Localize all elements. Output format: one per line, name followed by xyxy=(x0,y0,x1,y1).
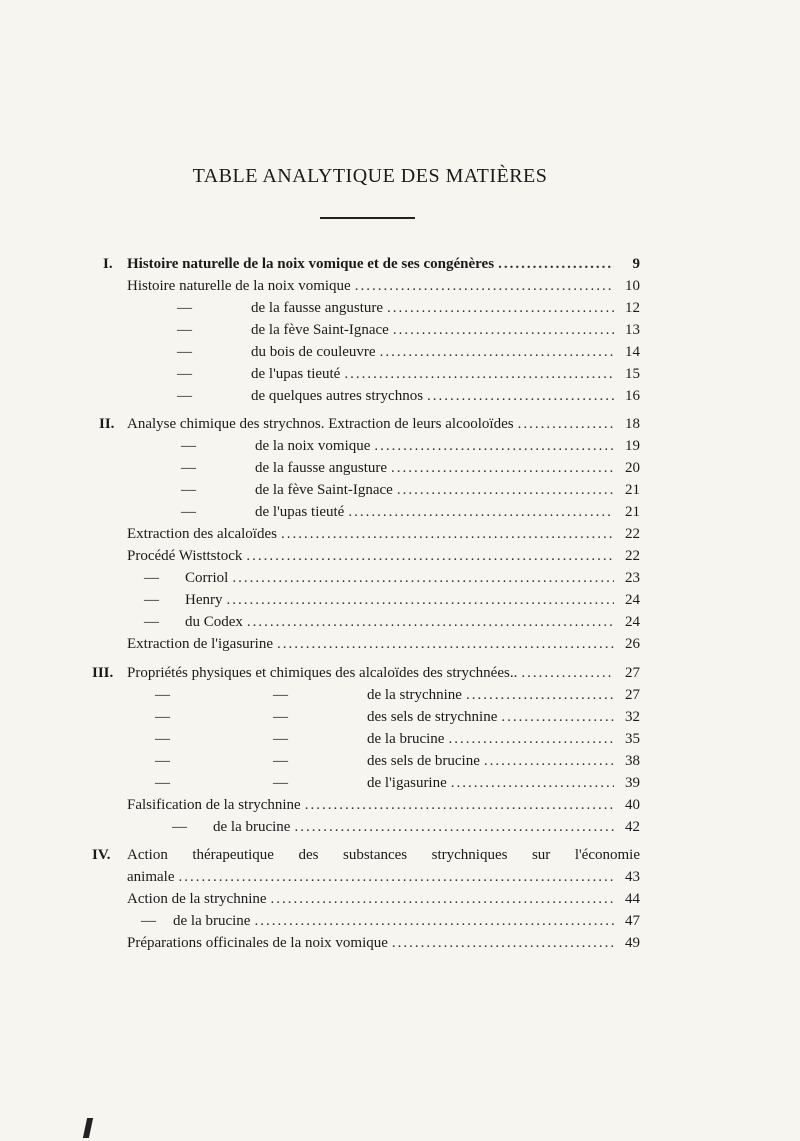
toc-page-number: 47 xyxy=(625,913,640,929)
ditto-dash: — xyxy=(155,753,170,769)
toc-entry xyxy=(367,775,640,797)
toc-entry-text: Histoire naturelle de la noix vomique xyxy=(127,278,351,294)
toc-page-number: 20 xyxy=(625,460,640,476)
toc-page-number: 23 xyxy=(625,570,640,586)
toc-entry-text: Henry xyxy=(185,592,223,608)
ditto-dash: — xyxy=(273,753,288,769)
section-number: III. xyxy=(92,665,114,681)
toc-entry-text: de la brucine xyxy=(213,819,291,835)
toc-entry-text: Action thérapeutique des substances strychniques sur l'économie xyxy=(127,847,640,863)
leader-dots xyxy=(271,891,614,908)
ditto-dash: — xyxy=(177,388,192,404)
leader-dots xyxy=(232,570,614,587)
ditto-dash: — xyxy=(144,614,159,630)
toc-entry xyxy=(127,548,640,570)
toc-page-number: 40 xyxy=(625,797,640,813)
leader-dots xyxy=(178,869,614,886)
toc-page-number: 14 xyxy=(625,344,640,360)
toc-entry xyxy=(127,869,640,891)
toc-entry-text: de l'upas tieuté xyxy=(255,504,345,520)
leader-dots xyxy=(294,819,614,836)
title-rule xyxy=(320,217,415,219)
toc-entry xyxy=(251,322,640,344)
leader-dots xyxy=(254,913,614,930)
toc-entry xyxy=(255,504,640,526)
ditto-dash: — xyxy=(181,504,196,520)
leader-dots xyxy=(277,636,614,653)
leader-dots xyxy=(397,482,614,499)
toc-entry-text: des sels de strychnine xyxy=(367,709,498,725)
toc-page-number: 18 xyxy=(625,416,640,432)
toc-entry-text: de l'igasurine xyxy=(367,775,447,791)
toc-entry-text: du bois de couleuvre xyxy=(251,344,376,360)
toc-entry-text: de la strychnine xyxy=(367,687,462,703)
leader-dots xyxy=(448,731,614,748)
ditto-dash: — xyxy=(155,687,170,703)
toc-entry-text: du Codex xyxy=(185,614,243,630)
toc-entry-text: Corriol xyxy=(185,570,229,586)
section-number: II. xyxy=(99,416,115,432)
ditto-dash: — xyxy=(144,592,159,608)
toc-entry-text: Préparations officinales de la noix vomique xyxy=(127,935,388,951)
toc-page-number: 12 xyxy=(625,300,640,316)
ditto-dash: — xyxy=(273,731,288,747)
toc-entry-text: de quelques autres strychnos xyxy=(251,388,424,404)
toc-entry-text: de la fève Saint-Ignace xyxy=(255,482,393,498)
toc-page-number: 27 xyxy=(625,687,640,703)
leader-dots xyxy=(380,344,614,361)
ditto-dash: — xyxy=(181,482,196,498)
ditto-dash: — xyxy=(144,570,159,586)
toc-page-number: 9 xyxy=(632,256,640,272)
toc-entry xyxy=(255,438,640,460)
toc-entry xyxy=(251,300,640,322)
toc-page-number: 19 xyxy=(625,438,640,454)
toc-entry xyxy=(127,665,640,687)
toc-entry xyxy=(185,570,640,592)
toc-entry xyxy=(127,891,640,913)
toc-entry-text: de la noix vomique xyxy=(255,438,371,454)
toc-entry xyxy=(255,460,640,482)
leader-dots xyxy=(451,775,614,792)
leader-dots xyxy=(348,504,614,521)
leader-dots xyxy=(466,687,614,704)
ink-mark xyxy=(83,1118,93,1138)
toc-page-number: 24 xyxy=(625,592,640,608)
ditto-dash: — xyxy=(181,438,196,454)
leader-dots xyxy=(374,438,614,455)
leader-dots xyxy=(498,256,614,273)
leader-dots xyxy=(391,460,614,477)
toc-entry-text: Procédé Wisttstock xyxy=(127,548,243,564)
leader-dots xyxy=(484,753,614,770)
toc-page-number: 13 xyxy=(625,322,640,338)
leader-dots xyxy=(427,388,614,405)
toc-page-number: 35 xyxy=(625,731,640,747)
ditto-dash: — xyxy=(172,819,187,835)
section-number: IV. xyxy=(92,847,111,863)
ditto-dash: — xyxy=(141,913,156,929)
toc-entry xyxy=(127,278,640,300)
section-number: I. xyxy=(103,256,113,272)
ditto-dash: — xyxy=(177,322,192,338)
toc-page-number: 38 xyxy=(625,753,640,769)
toc-entry xyxy=(185,614,640,636)
ditto-dash: — xyxy=(177,366,192,382)
toc-page-number: 44 xyxy=(625,891,640,907)
toc-entry xyxy=(127,526,640,548)
leader-dots xyxy=(305,797,614,814)
ditto-dash: — xyxy=(155,775,170,791)
toc-entry xyxy=(255,482,640,504)
toc-entry-text: des sels de brucine xyxy=(367,753,480,769)
toc-page-number: 26 xyxy=(625,636,640,652)
toc-page-number: 43 xyxy=(625,869,640,885)
leader-dots xyxy=(227,592,615,609)
leader-dots xyxy=(344,366,614,383)
ditto-dash: — xyxy=(177,300,192,316)
toc-page-number: 39 xyxy=(625,775,640,791)
toc-entry xyxy=(127,256,640,278)
toc-entry-text: animale xyxy=(127,869,175,885)
toc-entry-text: Falsification de la strychnine xyxy=(127,797,301,813)
toc-entry-text: Propriétés physiques et chimiques des alcaloïdes des strychnées.. xyxy=(127,665,518,681)
toc-entry xyxy=(251,366,640,388)
toc-entry-text: de la brucine xyxy=(173,913,251,929)
leader-dots xyxy=(246,548,614,565)
page-title: TABLE ANALYTIQUE DES MATIÈRES xyxy=(192,165,548,187)
ditto-dash: — xyxy=(273,687,288,703)
toc-page-number: 16 xyxy=(625,388,640,404)
toc-entry xyxy=(173,913,640,935)
toc-page-number: 27 xyxy=(625,665,640,681)
toc-entry xyxy=(251,388,640,410)
toc-page-number: 21 xyxy=(625,482,640,498)
toc-page-number: 42 xyxy=(625,819,640,835)
toc-entry-text: de l'upas tieuté xyxy=(251,366,341,382)
toc-entry xyxy=(367,731,640,753)
toc-entry-text: Extraction des alcaloïdes xyxy=(127,526,277,542)
toc-entry-text: Action de la strychnine xyxy=(127,891,267,907)
toc-entry-text: de la fève Saint-Ignace xyxy=(251,322,389,338)
ditto-dash: — xyxy=(177,344,192,360)
toc-entry-text: de la fausse angusture xyxy=(255,460,388,476)
toc-entry xyxy=(367,687,640,709)
toc-page-number: 22 xyxy=(625,526,640,542)
toc-page-number: 15 xyxy=(625,366,640,382)
toc-page-number: 32 xyxy=(625,709,640,725)
leader-dots xyxy=(393,322,614,339)
toc-page-number: 22 xyxy=(625,548,640,564)
leader-dots xyxy=(387,300,614,317)
toc-entry xyxy=(185,592,640,614)
ditto-dash: — xyxy=(181,460,196,476)
toc-entry-text: Extraction de l'igasurine xyxy=(127,636,273,652)
toc-page-number: 21 xyxy=(625,504,640,520)
toc-page-number: 10 xyxy=(625,278,640,294)
ditto-dash: — xyxy=(273,775,288,791)
toc-entry xyxy=(251,344,640,366)
toc-entry xyxy=(127,935,640,957)
ditto-dash: — xyxy=(155,709,170,725)
toc-page-number: 24 xyxy=(625,614,640,630)
toc-entry-text: de la fausse angusture xyxy=(251,300,384,316)
toc-entry-text: Histoire naturelle de la noix vomique et de ses congénères xyxy=(127,256,495,272)
ditto-dash: — xyxy=(273,709,288,725)
toc-entry xyxy=(213,819,640,841)
toc-entry xyxy=(367,709,640,731)
leader-dots xyxy=(521,665,614,682)
leader-dots xyxy=(501,709,614,726)
leader-dots xyxy=(281,526,614,543)
leader-dots xyxy=(247,614,614,631)
toc-entry-text: de la brucine xyxy=(367,731,445,747)
ditto-dash: — xyxy=(155,731,170,747)
toc-entry xyxy=(127,797,640,819)
toc-entry xyxy=(367,753,640,775)
leader-dots xyxy=(392,935,614,952)
leader-dots xyxy=(518,416,614,433)
toc-page-number: 49 xyxy=(625,935,640,951)
toc-entry-text: Analyse chimique des strychnos. Extraction de leurs alcooloïdes xyxy=(127,416,514,432)
toc-entry xyxy=(127,416,640,438)
leader-dots xyxy=(355,278,614,295)
toc-entry xyxy=(127,636,640,658)
